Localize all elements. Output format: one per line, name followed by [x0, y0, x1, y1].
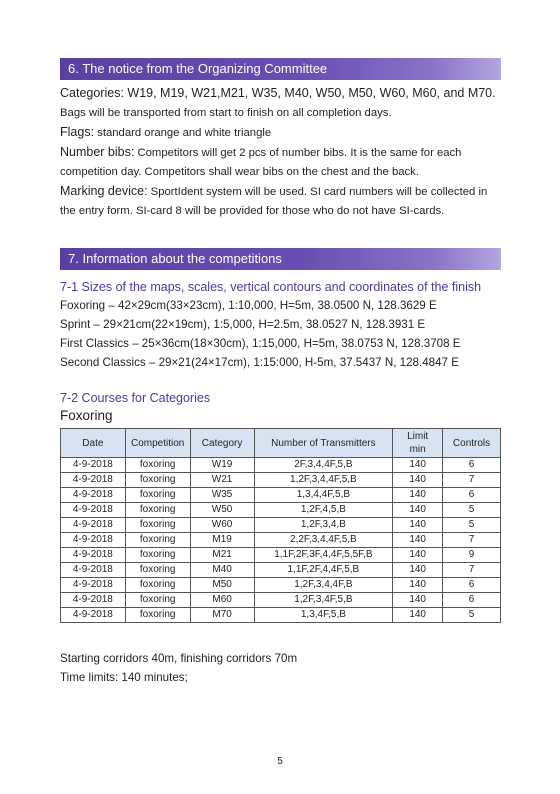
flags-label: Flags:: [60, 125, 95, 139]
bibs-paragraph: [60, 143, 505, 182]
table-cell: 1,1F,2F,4,4F,5,B: [254, 563, 393, 578]
bibs-label: Number bibs:: [60, 145, 135, 159]
categories-label: Categories:: [60, 86, 124, 100]
table-cell: M70: [190, 608, 254, 623]
bags-line: Bags will be transported from start to finish on all completion days.: [60, 107, 392, 119]
table-cell: 4-9-2018: [61, 608, 126, 623]
table-cell: foxoring: [125, 473, 190, 488]
subheading-courses: 7-2 Courses for Categories: [60, 391, 211, 405]
section-6-body: [60, 84, 505, 221]
table-cell: 4-9-2018: [61, 548, 126, 563]
table-cell: foxoring: [125, 503, 190, 518]
table-cell: 9: [443, 548, 501, 563]
table-cell: foxoring: [125, 518, 190, 533]
map-line: First Classics – 25×36cm(18×30cm), 1:15,000, H=5m, 38.0753 N, 128.3708 E: [60, 337, 461, 350]
table-row: [61, 473, 501, 488]
marking-paragraph: [60, 182, 505, 221]
map-line: Second Classics – 29×21(24×17cm), 1:15:000, H-5m, 37.5437 N, 128.4847 E: [60, 356, 459, 369]
table-cell: foxoring: [125, 548, 190, 563]
table-row: [61, 563, 501, 578]
table-cell: 6: [443, 488, 501, 503]
table-cell: W19: [190, 458, 254, 473]
table-cell: 5: [443, 518, 501, 533]
table-cell: 2F,3,4,4F,5,B: [254, 458, 393, 473]
section-7-header: 7. Information about the competitions: [60, 248, 501, 270]
table-row: [61, 593, 501, 608]
table-cell: 7: [443, 473, 501, 488]
map-line: Sprint – 29×21cm(22×19cm), 1:5,000, H=2.5m, 38.0527 N, 128.3931 E: [60, 318, 426, 331]
table-cell: 7: [443, 563, 501, 578]
column-header: Category: [190, 429, 254, 458]
table-cell: 6: [443, 458, 501, 473]
table-cell: M21: [190, 548, 254, 563]
marking-text: SportIdent system will be used. SI card numbers will be collected in the entry form. SI-card 8 will be provided for those who do not have SI-cards.: [60, 186, 488, 217]
table-cell: 6: [443, 593, 501, 608]
flags-text: standard orange and white triangle: [94, 127, 272, 139]
page-number: 5: [277, 756, 283, 767]
table-cell: 4-9-2018: [61, 578, 126, 593]
table-row: [61, 578, 501, 593]
table-cell: foxoring: [125, 593, 190, 608]
table-row: [61, 548, 501, 563]
column-header: Number of Transmitters: [254, 429, 393, 458]
table-cell: foxoring: [125, 608, 190, 623]
section-6-header: 6. The notice from the Organizing Committee: [60, 58, 501, 80]
table-cell: 1,2F,4,5,B: [254, 503, 393, 518]
table-cell: 140: [393, 593, 443, 608]
table-cell: 4-9-2018: [61, 518, 126, 533]
table-row: [61, 518, 501, 533]
table-cell: 7: [443, 533, 501, 548]
table-cell: 1,2F,3,4,4F,5,B: [254, 473, 393, 488]
column-header: Date: [61, 429, 126, 458]
table-cell: 140: [393, 533, 443, 548]
foxoring-heading: Foxoring: [60, 408, 113, 423]
table-cell: 2,2F,3,4,4F,5,B: [254, 533, 393, 548]
table-cell: 140: [393, 473, 443, 488]
table-cell: M60: [190, 593, 254, 608]
table-cell: 140: [393, 488, 443, 503]
flags-line: [60, 123, 505, 143]
table-cell: 4-9-2018: [61, 533, 126, 548]
table-cell: 4-9-2018: [61, 503, 126, 518]
table-cell: foxoring: [125, 488, 190, 503]
marking-label: Marking device:: [60, 184, 148, 198]
table-cell: foxoring: [125, 578, 190, 593]
table-cell: 1,3,4F,5,B: [254, 608, 393, 623]
subheading-maps: 7-1 Sizes of the maps, scales, vertical contours and coordinates of the finish: [60, 280, 482, 294]
table-cell: 4-9-2018: [61, 593, 126, 608]
table-cell: 140: [393, 578, 443, 593]
table-cell: M40: [190, 563, 254, 578]
table-cell: W50: [190, 503, 254, 518]
table-cell: W60: [190, 518, 254, 533]
table-cell: foxoring: [125, 563, 190, 578]
table-header-row: [61, 429, 501, 458]
table-cell: 140: [393, 608, 443, 623]
time-limits-text: Time limits: 140 minutes;: [60, 671, 188, 684]
table-cell: 1,3,4,4F,5,B: [254, 488, 393, 503]
table-cell: 1,2F,3,4,B: [254, 518, 393, 533]
table-cell: 5: [443, 608, 501, 623]
table-cell: 5: [443, 503, 501, 518]
column-header: Controls: [443, 429, 501, 458]
table-row: [61, 458, 501, 473]
table-cell: 4-9-2018: [61, 488, 126, 503]
table-row: [61, 488, 501, 503]
table-cell: 140: [393, 458, 443, 473]
table-cell: foxoring: [125, 533, 190, 548]
table-cell: 1,2F,3,4F,5,B: [254, 593, 393, 608]
map-line: Foxoring – 42×29cm(33×23cm), 1:10,000, H=5m, 38.0500 N, 128.3629 E: [60, 299, 437, 312]
courses-table: [60, 428, 501, 623]
table-row: [61, 608, 501, 623]
bibs-text: Competitors will get 2 pcs of number bibs. It is the same for each competition day. Competitors shall wear bibs on the chest and the back.: [60, 147, 462, 178]
table-cell: 4-9-2018: [61, 563, 126, 578]
column-header: Limit min: [393, 429, 443, 458]
table-row: [61, 533, 501, 548]
table-cell: M19: [190, 533, 254, 548]
table-cell: M50: [190, 578, 254, 593]
table-cell: 140: [393, 563, 443, 578]
table-cell: 140: [393, 503, 443, 518]
table-cell: 140: [393, 548, 443, 563]
categories-line: [60, 84, 505, 104]
table-cell: W21: [190, 473, 254, 488]
table-cell: 1,1F,2F,3F,4,4F,5,5F,B: [254, 548, 393, 563]
table-row: [61, 503, 501, 518]
table-cell: 6: [443, 578, 501, 593]
table-body: [61, 458, 501, 623]
table-cell: foxoring: [125, 458, 190, 473]
column-header: Competition: [125, 429, 190, 458]
table-cell: W35: [190, 488, 254, 503]
corridors-text: Starting corridors 40m, finishing corridors 70m: [60, 652, 298, 665]
table-cell: 1,2F,3,4,4F,B: [254, 578, 393, 593]
categories-text: W19, M19, W21,M21, W35, M40, W50, M50, W60, M60, and M70.: [123, 86, 496, 100]
table-cell: 4-9-2018: [61, 473, 126, 488]
table-cell: 4-9-2018: [61, 458, 126, 473]
table-cell: 140: [393, 518, 443, 533]
